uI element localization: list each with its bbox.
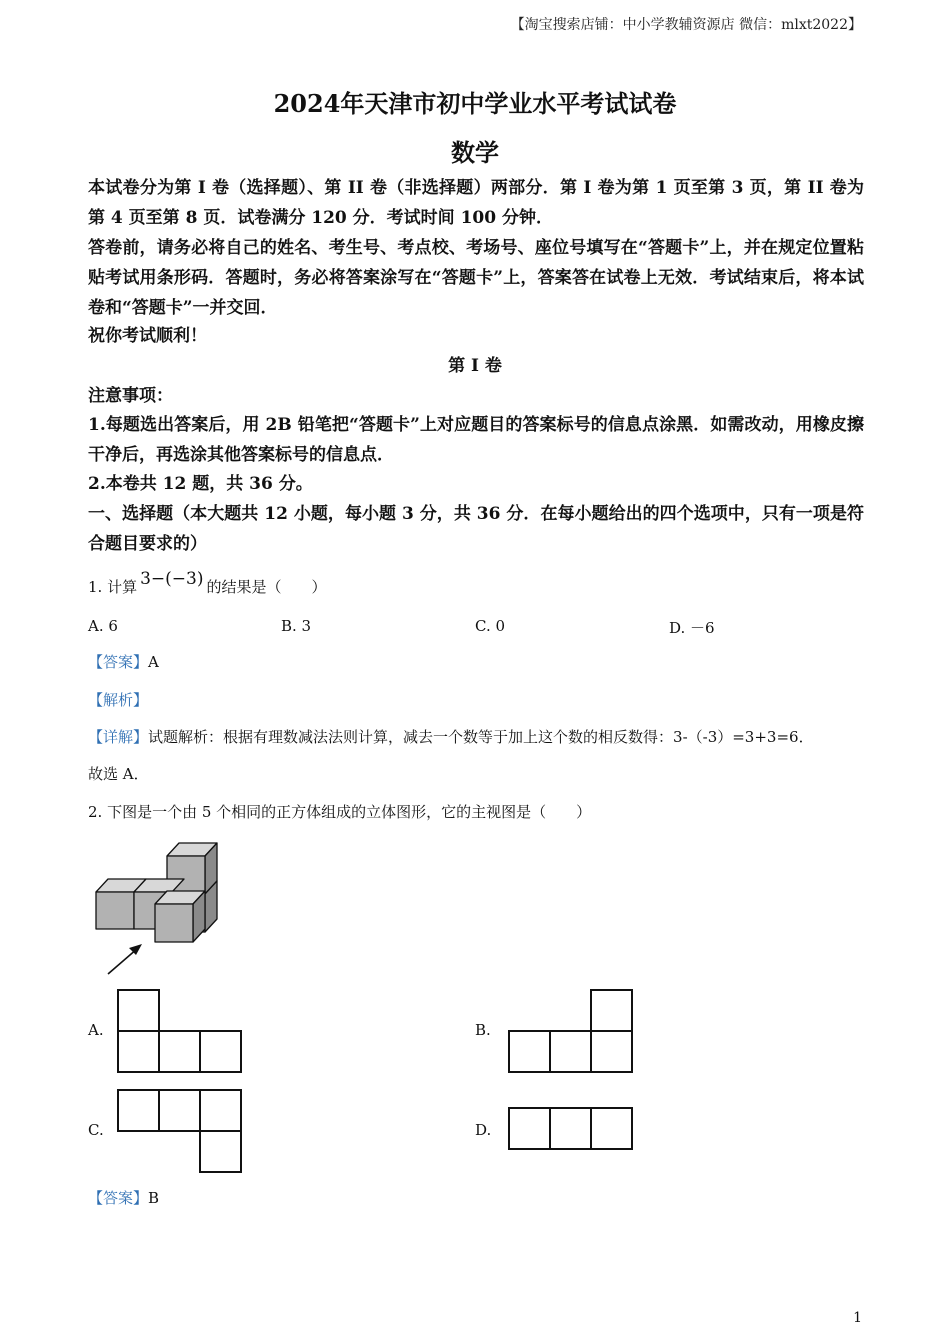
q2-option-d-figure <box>507 1106 635 1152</box>
q2-option-b-label: B. <box>475 1021 491 1039</box>
q1-expression: 3−(−3) <box>140 569 204 589</box>
q1-answer <box>88 650 159 674</box>
q2-option-b-figure <box>507 988 635 1074</box>
header-note: 【淘宝搜索店铺：中小学教辅资源店 微信：mlxt2022】 <box>510 17 862 33</box>
q1-option-b: B. 3 <box>281 617 312 635</box>
q1-analysis-tag: 【解析】 <box>88 691 149 709</box>
note-1: 1.每题选出答案后，用 2B 铅笔把“答题卡”上对应题目的答案标号的信息点涂黑．如需改动，用橡皮擦干净后，再选涂其他答案标号的信息点． <box>88 415 864 465</box>
exam-title: 2024年天津市初中学业水平考试试卷 <box>273 89 677 118</box>
q1-option-c: C. 0 <box>475 617 506 635</box>
note-2: 2.本卷共 12 题，共 36 分。 <box>88 474 313 494</box>
q2-option-c-label: C. <box>88 1121 104 1139</box>
intro-paragraph-3: 祝你考试顺利！ <box>88 326 207 346</box>
q1-detail-text: 试题解析：根据有理数减法法则计算，减去一个数等于加上这个数的相反数得：3-（-3）=3+3=6． <box>148 728 814 746</box>
q2-option-a-figure <box>116 988 244 1074</box>
cube-solid-figure <box>92 838 227 978</box>
q2-answer-tag: 【答案】 <box>88 1189 149 1207</box>
q1-suffix: 的结果是（ ） <box>206 578 327 596</box>
intro-paragraph-1: 本试卷分为第 I 卷（选择题）、第 II 卷（非选择题）两部分．第 I 卷为第 1 页至第 3 页，第 II 卷为第 4 页至第 8 页．试卷满分 120 分．考试时间 100 分钟． <box>88 178 864 228</box>
q1-option-a: A. 6 <box>88 617 118 635</box>
section-title: 一、选择题（本大题共 12 小题，每小题 3 分，共 36 分．在每小题给出的四个选项中，只有一项是符合题目要求的） <box>88 504 864 554</box>
q1-answer-value: A <box>148 653 159 671</box>
subject-title: 数学 <box>451 138 499 167</box>
page-number: 1 <box>853 1310 862 1326</box>
q1-conclusion: 故选 A． <box>88 765 149 783</box>
q2-answer <box>88 1186 159 1210</box>
question-2-stem: 2. 下图是一个由 5 个相同的正方体组成的立体图形，它的主视图是（ ） <box>88 803 592 821</box>
q1-detail <box>88 725 864 749</box>
q2-option-c-figure <box>116 1088 244 1174</box>
q1-detail-tag: 【详解】 <box>88 728 149 746</box>
part-title: 第 I 卷 <box>448 356 502 376</box>
q1-prefix: 1. 计算 <box>88 578 138 596</box>
intro-paragraph-2: 答卷前，请务必将自己的姓名、考生号、考点校、考场号、座位号填写在“答题卡”上，并在规定位置粘贴考试用条形码．答题时，务必将答案涂写在“答题卡”上，答案答在试卷上无效．考试结束后，将本试卷和“答题卡”一并交回． <box>88 238 864 318</box>
q2-option-d-label: D. <box>475 1121 492 1139</box>
q2-option-a-label: A. <box>88 1021 104 1039</box>
q1-answer-tag: 【答案】 <box>88 653 149 671</box>
question-1-stem <box>88 569 327 599</box>
q1-option-d: D. －6 <box>669 619 715 637</box>
notes-title: 注意事项： <box>88 386 173 406</box>
q2-answer-value: B <box>148 1189 160 1207</box>
